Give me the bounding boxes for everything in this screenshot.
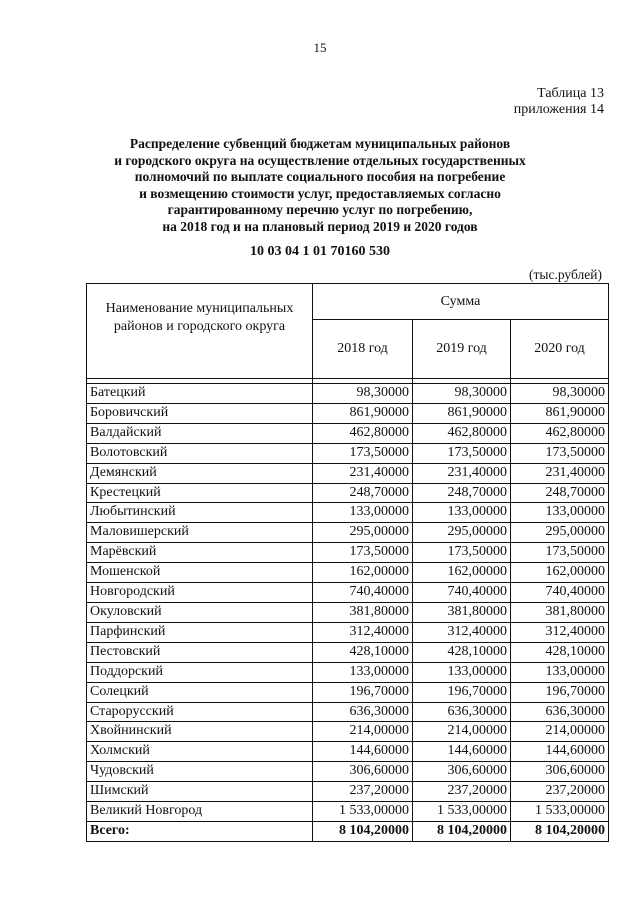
amount-2019: 237,20000 [413, 782, 511, 802]
amount-2020: 295,00000 [511, 523, 609, 543]
amount-2019: 214,00000 [413, 722, 511, 742]
district-name: Валдайский [87, 423, 313, 443]
table-row [87, 583, 609, 603]
amount-2018: 196,70000 [313, 682, 413, 702]
amount-2019: 861,90000 [413, 403, 511, 423]
amount-2018: 173,50000 [313, 543, 413, 563]
table-row [87, 463, 609, 483]
table-row [87, 503, 609, 523]
amount-2019: 133,00000 [413, 503, 511, 523]
amount-2018: 98,30000 [313, 384, 413, 404]
amount-2019: 306,60000 [413, 762, 511, 782]
district-name: Волотовский [87, 443, 313, 463]
district-name: Шимский [87, 782, 313, 802]
table-row [87, 483, 609, 503]
amount-2019: 740,40000 [413, 583, 511, 603]
table-row [87, 662, 609, 682]
amount-2019: 98,30000 [413, 384, 511, 404]
table-row [87, 423, 609, 443]
amount-2018: 381,80000 [313, 602, 413, 622]
amount-2018: 428,10000 [313, 642, 413, 662]
amount-2018: 144,60000 [313, 742, 413, 762]
amount-2020: 636,30000 [511, 702, 609, 722]
table-row [87, 622, 609, 642]
amount-2020: 144,60000 [511, 742, 609, 762]
subsidy-table [86, 283, 609, 842]
amount-2018: 173,50000 [313, 443, 413, 463]
title-line: полномочий по выплате социального пособия на погребение [134, 169, 506, 185]
amount-2020: 312,40000 [511, 622, 609, 642]
amount-2020: 1 533,00000 [511, 802, 609, 822]
amount-2020: 237,20000 [511, 782, 609, 802]
amount-2020: 133,00000 [511, 503, 609, 523]
amount-2018: 162,00000 [313, 563, 413, 583]
amount-2018: 312,40000 [313, 622, 413, 642]
amount-2019: 381,80000 [413, 602, 511, 622]
amount-2020: 306,60000 [511, 762, 609, 782]
amount-2019: 1 533,00000 [413, 802, 511, 822]
table-row [87, 602, 609, 622]
amount-2018: 740,40000 [313, 583, 413, 603]
amount-2018: 306,60000 [313, 762, 413, 782]
district-name: Крестецкий [87, 483, 313, 503]
amount-2018: 133,00000 [313, 662, 413, 682]
amount-2020: 162,00000 [511, 563, 609, 583]
district-name: Батецкий [87, 384, 313, 404]
title-line: гарантированному перечню услуг по погребению, [167, 202, 473, 218]
table-row [87, 802, 609, 822]
district-name: Окуловский [87, 602, 313, 622]
amount-2019: 295,00000 [413, 523, 511, 543]
amount-2020: 173,50000 [511, 443, 609, 463]
amount-2019: 133,00000 [413, 662, 511, 682]
district-name: Великий Новгород [87, 802, 313, 822]
amount-2020: 173,50000 [511, 543, 609, 563]
amount-2019: 162,00000 [413, 563, 511, 583]
district-name: Хвойнинский [87, 722, 313, 742]
district-name: Демянский [87, 463, 313, 483]
amount-2019: 8 104,20000 [413, 821, 511, 841]
header-name: Наименование муниципальных районов и городского округа [87, 284, 313, 379]
title-line: на 2018 год и на плановый период 2019 и 2020 годов [162, 218, 478, 234]
units-label: (тыс.рублей) [529, 267, 602, 282]
total-row [87, 821, 609, 841]
table-ref-line-2: приложения 14 [513, 102, 604, 117]
amount-2018: 214,00000 [313, 722, 413, 742]
amount-2020: 196,70000 [511, 682, 609, 702]
district-name: Старорусский [87, 702, 313, 722]
amount-2019: 462,80000 [413, 423, 511, 443]
amount-2018: 248,70000 [313, 483, 413, 503]
amount-2018: 237,20000 [313, 782, 413, 802]
table-row [87, 702, 609, 722]
amount-2020: 740,40000 [511, 583, 609, 603]
amount-2018: 295,00000 [313, 523, 413, 543]
amount-2019: 196,70000 [413, 682, 511, 702]
amount-2020: 381,80000 [511, 602, 609, 622]
amount-2019: 636,30000 [413, 702, 511, 722]
amount-2018: 462,80000 [313, 423, 413, 443]
district-name: Маловишерский [87, 523, 313, 543]
amount-2019: 428,10000 [413, 642, 511, 662]
title-line: Распределение субвенций бюджетам муниципальных районов [129, 136, 511, 151]
table-row [87, 782, 609, 802]
amount-2018: 636,30000 [313, 702, 413, 722]
district-name: Новгородский [87, 583, 313, 603]
table-row [87, 682, 609, 702]
amount-2018: 1 533,00000 [313, 802, 413, 822]
table-body [87, 379, 609, 842]
table-ref-line-1: Таблица 13 [537, 86, 604, 101]
amount-2020: 428,10000 [511, 642, 609, 662]
amount-2020: 248,70000 [511, 483, 609, 503]
amount-2020: 8 104,20000 [511, 821, 609, 841]
district-name: Чудовский [87, 762, 313, 782]
header-year-2019: 2019 год [413, 320, 511, 379]
amount-2020: 98,30000 [511, 384, 609, 404]
total-label: Всего: [87, 821, 313, 841]
table-row [87, 642, 609, 662]
district-name: Марёвский [87, 543, 313, 563]
amount-2019: 173,50000 [413, 443, 511, 463]
title-line: и возмещению стоимости услуг, предоставляемых согласно [139, 185, 501, 201]
header-year-2020: 2020 год [511, 320, 609, 379]
table-row [87, 722, 609, 742]
district-name: Любытинский [87, 503, 313, 523]
district-name: Мошенской [87, 563, 313, 583]
table-row [87, 762, 609, 782]
header-sum: Сумма [313, 284, 609, 320]
district-name: Холмский [87, 742, 313, 762]
document-title [60, 136, 580, 236]
amount-2018: 8 104,20000 [313, 821, 413, 841]
table-row [87, 742, 609, 762]
district-name: Пестовский [87, 642, 313, 662]
amount-2018: 231,40000 [313, 463, 413, 483]
amount-2019: 144,60000 [413, 742, 511, 762]
amount-2020: 214,00000 [511, 722, 609, 742]
table-reference [514, 86, 604, 118]
budget-code: 10 03 04 1 01 70160 530 [250, 244, 390, 259]
amount-2019: 231,40000 [413, 463, 511, 483]
district-name: Солецкий [87, 682, 313, 702]
table-row [87, 384, 609, 404]
amount-2019: 173,50000 [413, 543, 511, 563]
district-name: Поддорский [87, 662, 313, 682]
amount-2020: 462,80000 [511, 423, 609, 443]
title-line: и городского округа на осуществление отдельных государственных [114, 152, 526, 168]
amount-2018: 861,90000 [313, 403, 413, 423]
table-row [87, 563, 609, 583]
amount-2018: 133,00000 [313, 503, 413, 523]
amount-2019: 248,70000 [413, 483, 511, 503]
district-name: Боровичский [87, 403, 313, 423]
district-name: Парфинский [87, 622, 313, 642]
amount-2020: 231,40000 [511, 463, 609, 483]
table-row [87, 403, 609, 423]
page-number: 15 [313, 40, 327, 55]
header-year-2018: 2018 год [313, 320, 413, 379]
amount-2020: 861,90000 [511, 403, 609, 423]
amount-2020: 133,00000 [511, 662, 609, 682]
table-row [87, 443, 609, 463]
table-row [87, 523, 609, 543]
table-row [87, 543, 609, 563]
amount-2019: 312,40000 [413, 622, 511, 642]
